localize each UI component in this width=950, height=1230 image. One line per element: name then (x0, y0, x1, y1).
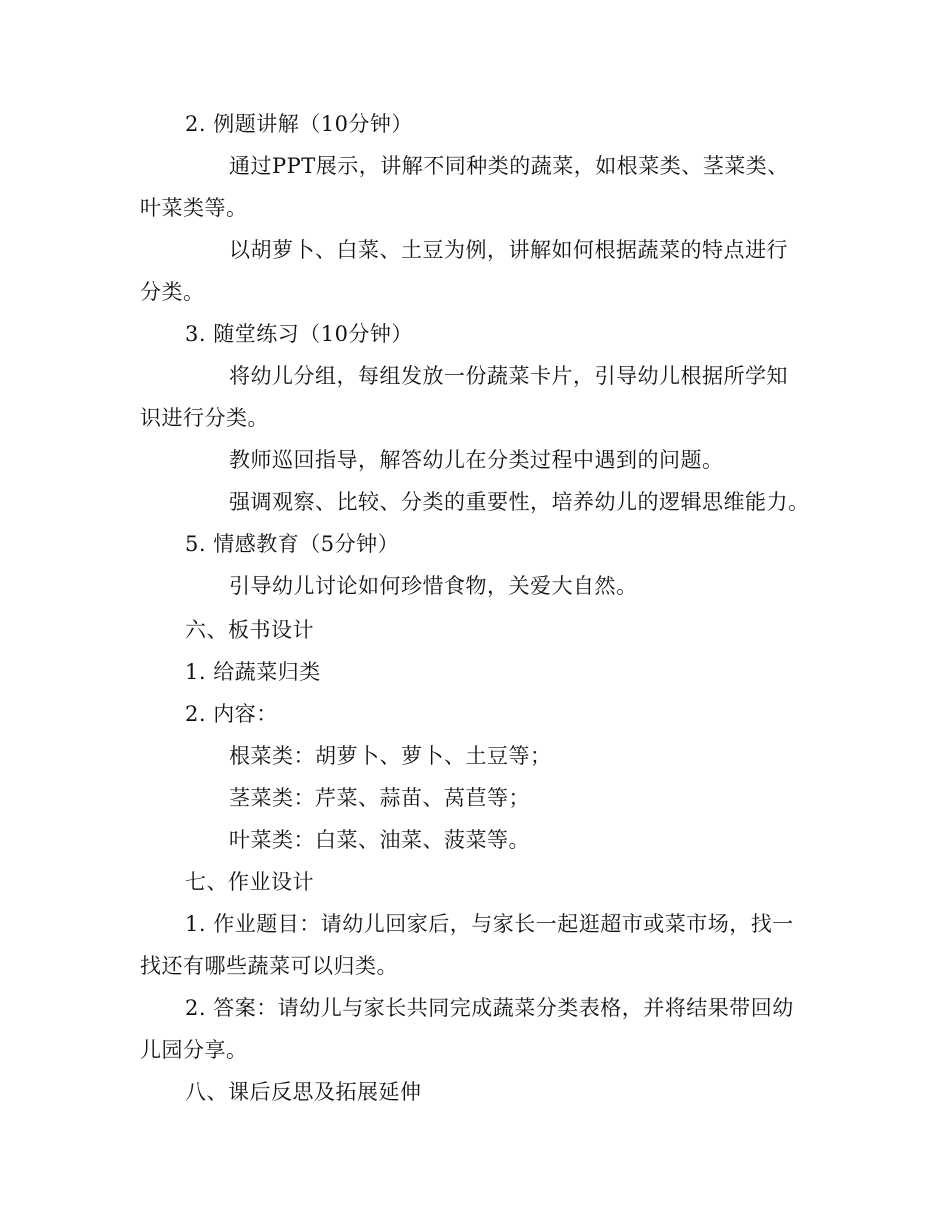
list-item: 1. 给蔬菜归类 (185, 660, 321, 684)
paragraph-line: 通过PPT展示，讲解不同种类的蔬菜，如根菜类、茎菜类、 (229, 154, 789, 178)
paragraph-line: 找还有哪些蔬菜可以归类。 (140, 954, 398, 978)
paragraph-line: 引导幼儿讨论如何珍惜食物，关爱大自然。 (229, 574, 638, 598)
list-item: 2. 内容： (185, 702, 278, 726)
paragraph-line: 茎菜类：芹菜、蒜苗、莴苣等； (229, 786, 530, 810)
paragraph-line: 分类。 (140, 280, 205, 304)
paragraph-line: 识进行分类。 (140, 406, 269, 430)
heading-emotional-education: 5. 情感教育（5分钟） (185, 532, 400, 556)
paragraph-line: 强调观察、比较、分类的重要性，培养幼儿的逻辑思维能力。 (229, 490, 810, 514)
paragraph-line: 教师巡回指导，解答幼儿在分类过程中遇到的问题。 (229, 448, 724, 472)
paragraph-line: 将幼儿分组，每组发放一份蔬菜卡片，引导幼儿根据所学知 (229, 364, 788, 388)
paragraph-line: 根菜类：胡萝卜、萝卜、土豆等； (229, 744, 552, 768)
section-heading-homework: 七、作业设计 (185, 870, 314, 894)
list-item: 1. 作业题目：请幼儿回家后，与家长一起逛超市或菜市场，找一 (185, 912, 794, 936)
section-heading-reflection: 八、课后反思及拓展延伸 (185, 1080, 422, 1104)
heading-example-explanation: 2. 例题讲解（10分钟） (185, 112, 413, 136)
paragraph-line: 以胡萝卜、白菜、土豆为例，讲解如何根据蔬菜的特点进行 (229, 238, 788, 262)
section-heading-board-design: 六、板书设计 (185, 618, 314, 642)
paragraph-line: 儿园分享。 (140, 1038, 248, 1062)
paragraph-line: 叶菜类等。 (140, 196, 248, 220)
list-item: 2. 答案：请幼儿与家长共同完成蔬菜分类表格，并将结果带回幼 (185, 996, 794, 1020)
heading-practice: 3. 随堂练习（10分钟） (185, 322, 413, 346)
paragraph-line: 叶菜类：白菜、油菜、菠菜等。 (229, 828, 530, 852)
